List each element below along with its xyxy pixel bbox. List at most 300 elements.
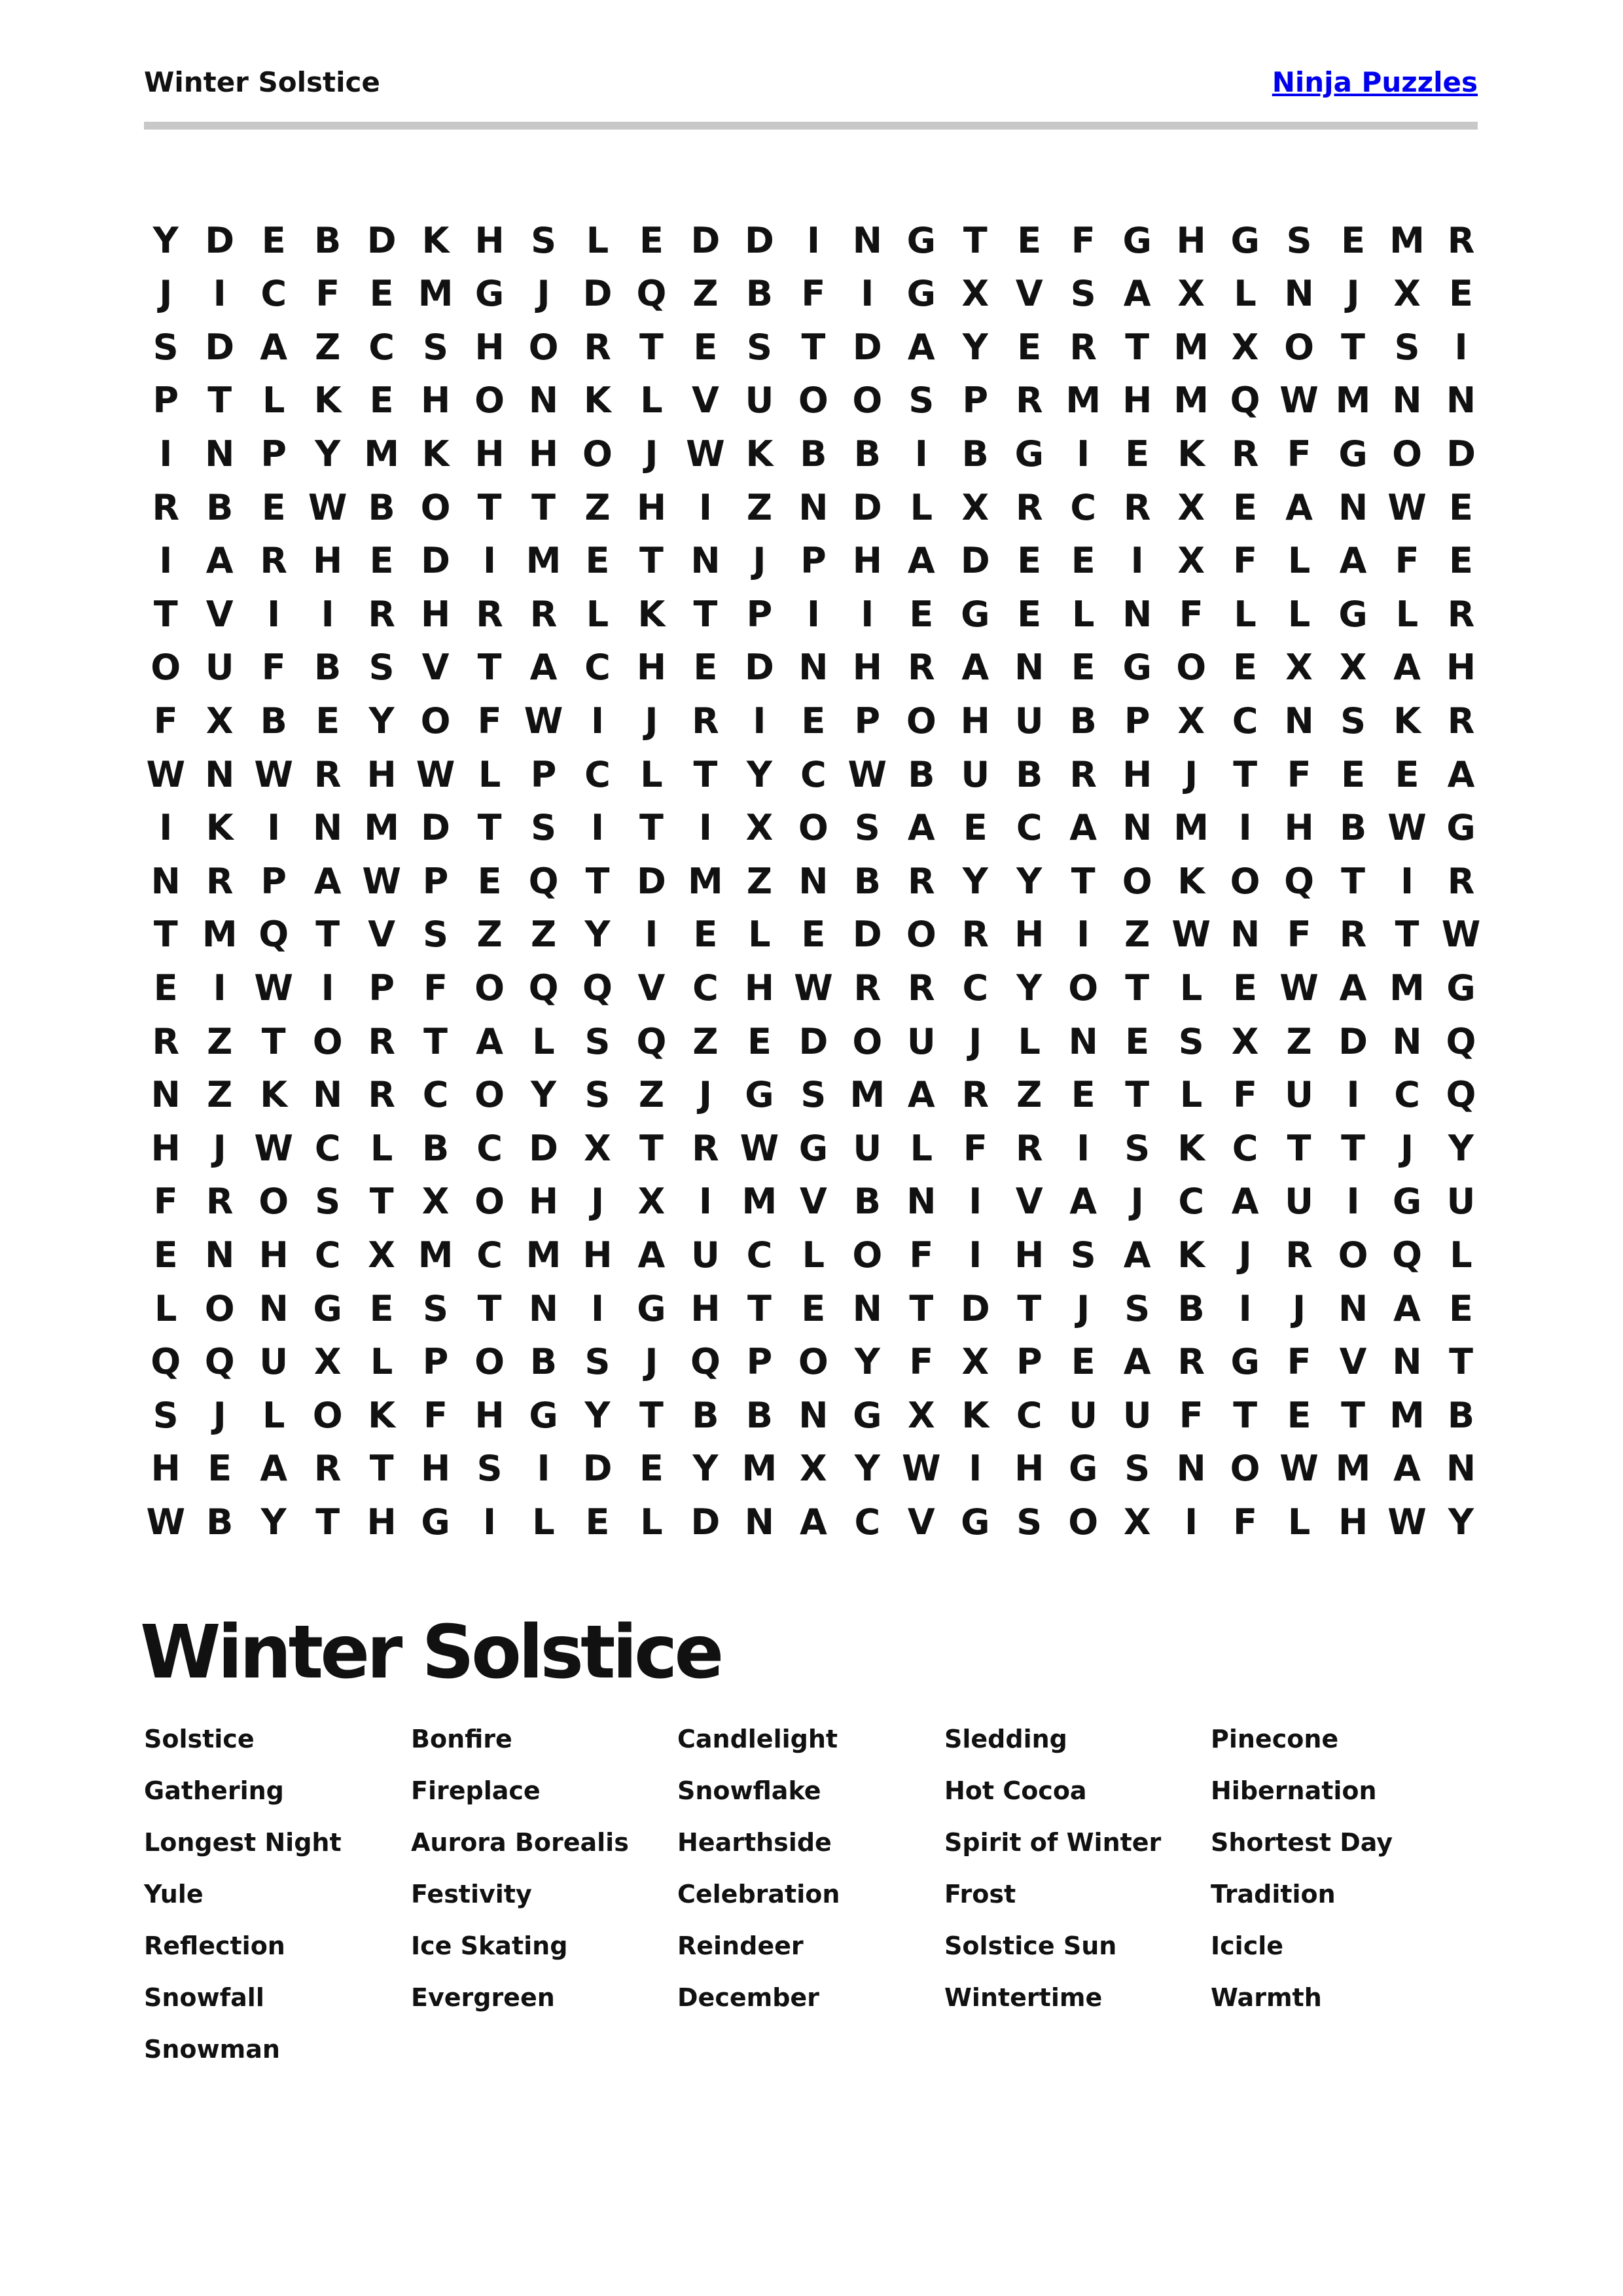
grid-letter: O [582, 433, 613, 475]
grid-letter: L [154, 1287, 177, 1329]
grid-letter: F [261, 647, 286, 689]
grid-row [139, 908, 1488, 961]
grid-letter: L [1234, 273, 1257, 315]
grid-letter: E [1071, 647, 1096, 689]
grid-letter: T [639, 540, 664, 582]
grid-letter: G [1338, 593, 1368, 635]
grid-letter: S [1124, 1448, 1150, 1490]
grid-letter: Z [584, 486, 611, 528]
grid-letter: Q [1284, 860, 1315, 902]
grid-letter: C [746, 1234, 773, 1276]
grid-letter: T [909, 1287, 934, 1329]
grid-letter: J [1400, 1127, 1414, 1169]
grid-letter: N [1338, 486, 1368, 528]
grid-letter: G [1122, 647, 1152, 689]
grid-letter: D [529, 1127, 558, 1169]
word-list-item: Evergreen [411, 1983, 555, 2012]
grid-letter: A [1339, 540, 1367, 582]
grid-letter: F [909, 1234, 934, 1276]
grid-letter: T [801, 326, 826, 368]
grid-letter: K [368, 1394, 396, 1436]
grid-letter: Z [315, 326, 341, 368]
grid-letter: X [1393, 273, 1421, 315]
grid-letter: C [314, 1234, 341, 1276]
grid-letter: O [906, 700, 936, 742]
grid-letter: X [421, 1181, 450, 1223]
grid-letter: P [422, 860, 449, 902]
word-list-item: Sledding [944, 1725, 1067, 1753]
grid-letter: H [151, 1448, 181, 1490]
grid-letter: C [584, 753, 611, 795]
grid-letter: A [260, 1448, 288, 1490]
grid-letter: Z [207, 1074, 233, 1116]
grid-letter: K [260, 1074, 288, 1116]
grid-letter: O [1176, 647, 1207, 689]
word-list-item: December [677, 1983, 819, 2012]
grid-letter: B [853, 860, 881, 902]
grid-letter: E [1449, 486, 1473, 528]
grid-row [139, 1228, 1488, 1282]
grid-letter: N [528, 1287, 559, 1329]
word-list-item: Frost [944, 1880, 1016, 1909]
grid-letter: O [151, 647, 181, 689]
grid-letter: R [1447, 860, 1475, 902]
grid-letter: D [421, 807, 450, 849]
grid-row [139, 1175, 1488, 1229]
grid-letter: C [476, 1127, 503, 1169]
grid-letter: H [690, 1287, 721, 1329]
grid-letter: N [1338, 1287, 1368, 1329]
word-list-item: Festivity [411, 1880, 532, 1909]
grid-letter: O [1122, 860, 1152, 902]
page-header [144, 63, 1478, 102]
grid-letter: Y [530, 1074, 557, 1116]
grid-letter: I [806, 593, 820, 635]
grid-letter: S [152, 1394, 179, 1436]
grid-letter: Y [962, 860, 988, 902]
grid-letter: U [1069, 1394, 1098, 1436]
grid-letter: G [1338, 433, 1368, 475]
grid-letter: X [1285, 647, 1313, 689]
grid-letter: D [582, 1448, 613, 1490]
grid-letter: I [1077, 1127, 1090, 1169]
grid-letter: D [690, 219, 721, 261]
grid-letter: H [313, 540, 343, 582]
grid-letter: L [910, 1127, 933, 1169]
grid-letter: U [745, 380, 774, 422]
grid-letter: B [853, 1181, 881, 1223]
grid-letter: H [528, 1181, 559, 1223]
grid-letter: P [530, 753, 557, 795]
grid-row [139, 854, 1488, 908]
grid-letter: W [1171, 914, 1211, 956]
grid-letter: F [423, 1394, 448, 1436]
grid-letter: E [1071, 1074, 1096, 1116]
grid-letter: E [1449, 273, 1473, 315]
grid-letter: H [528, 433, 559, 475]
grid-letter: L [748, 914, 771, 956]
grid-letter: G [1230, 1341, 1260, 1383]
grid-letter: G [474, 273, 505, 315]
grid-letter: H [1014, 1234, 1044, 1276]
grid-letter: C [422, 1074, 449, 1116]
grid-letter: N [205, 753, 235, 795]
grid-row [139, 1335, 1488, 1389]
grid-letter: R [368, 1074, 395, 1116]
grid-letter: T [1449, 1341, 1473, 1383]
word-list-item: Pinecone [1211, 1725, 1339, 1753]
grid-letter: X [1177, 540, 1205, 582]
word-list [144, 1723, 1478, 2089]
grid-letter: C [692, 967, 719, 1009]
grid-letter: T [1233, 1394, 1258, 1436]
grid-letter: L [1287, 593, 1311, 635]
grid-letter: J [159, 273, 173, 315]
grid-letter: F [1233, 1501, 1258, 1543]
grid-letter: N [1284, 700, 1314, 742]
grid-letter: A [907, 1074, 935, 1116]
grid-letter: I [914, 433, 928, 475]
grid-letter: V [692, 380, 719, 422]
grid-letter: E [1125, 1020, 1150, 1062]
grid-letter: A [205, 540, 234, 582]
grid-letter: K [1177, 433, 1205, 475]
grid-letter: Q [259, 914, 289, 956]
grid-letter: D [366, 219, 397, 261]
grid-letter: F [1287, 753, 1311, 795]
grid-letter: N [852, 1287, 882, 1329]
grid-letter: S [1394, 326, 1420, 368]
grid-letter: B [1339, 807, 1367, 849]
grid-letter: G [637, 1287, 666, 1329]
grid-letter: F [1233, 1074, 1258, 1116]
grid-letter: Z [746, 860, 772, 902]
grid-letter: N [852, 219, 882, 261]
grid-letter: O [798, 807, 829, 849]
grid-letter: V [1339, 1341, 1367, 1383]
grid-letter: X [1177, 486, 1205, 528]
grid-letter: U [690, 1234, 720, 1276]
grid-letter: N [1176, 1448, 1206, 1490]
grid-letter: H [1014, 914, 1044, 956]
grid-letter: U [853, 1127, 882, 1169]
grid-letter: G [1392, 1181, 1422, 1223]
grid-letter: H [420, 380, 451, 422]
grid-letter: C [314, 1127, 341, 1169]
grid-letter: X [1231, 1020, 1259, 1062]
grid-letter: A [313, 860, 342, 902]
grid-letter: B [800, 433, 827, 475]
grid-letter: L [802, 1234, 825, 1276]
grid-letter: B [368, 486, 395, 528]
grid-letter: A [907, 540, 935, 582]
grid-letter: Y [962, 326, 988, 368]
grid-letter: D [798, 1020, 829, 1062]
word-list-item: Spirit of Winter [944, 1828, 1162, 1857]
grid-letter: B [206, 1501, 234, 1543]
grid-letter: K [205, 807, 234, 849]
grid-letter: J [645, 1341, 658, 1383]
grid-letter: R [368, 1020, 395, 1062]
grid-letter: H [744, 967, 774, 1009]
grid-letter: R [313, 1448, 342, 1490]
grid-letter: O [474, 1341, 505, 1383]
grid-letter: U [1122, 1394, 1152, 1436]
grid-letter: H [636, 647, 667, 689]
grid-letter: X [907, 1394, 935, 1436]
grid-letter: H [420, 593, 451, 635]
grid-letter: L [262, 380, 285, 422]
grid-letter: S [1286, 219, 1312, 261]
grid-letter: K [421, 433, 450, 475]
grid-letter: H [1176, 219, 1206, 261]
grid-letter: Y [315, 433, 341, 475]
grid-letter: S [1124, 1287, 1150, 1329]
grid-letter: I [1454, 326, 1468, 368]
grid-letter: E [585, 540, 610, 582]
grid-letter: Y [368, 700, 395, 742]
grid-letter: N [205, 1234, 235, 1276]
grid-letter: E [1233, 486, 1258, 528]
grid-letter: R [1447, 593, 1475, 635]
grid-letter: P [422, 1341, 449, 1383]
grid-letter: L [640, 1501, 663, 1543]
grid-letter: N [528, 380, 559, 422]
grid-letter: M [418, 1234, 454, 1276]
grid-letter: H [474, 326, 505, 368]
grid-letter: C [962, 967, 989, 1009]
grid-letter: A [961, 647, 990, 689]
grid-letter: Z [692, 1020, 719, 1062]
grid-letter: I [590, 700, 605, 742]
grid-letter: E [1017, 326, 1042, 368]
grid-letter: M [849, 1074, 885, 1116]
grid-letter: T [477, 1287, 502, 1329]
grid-letter: I [159, 807, 173, 849]
grid-letter: W [1279, 967, 1319, 1009]
word-list-item: Ice Skating [411, 1931, 568, 1960]
grid-letter: G [961, 593, 990, 635]
grid-letter: D [690, 1501, 721, 1543]
grid-letter: E [801, 700, 826, 742]
grid-letter: N [906, 1181, 936, 1223]
grid-letter: I [1346, 1074, 1360, 1116]
grid-letter: G [853, 1394, 882, 1436]
grid-letter: W [362, 860, 401, 902]
grid-letter: U [1014, 700, 1044, 742]
grid-letter: E [369, 540, 394, 582]
grid-letter: E [369, 1287, 394, 1329]
grid-letter: Y [1448, 1127, 1474, 1169]
grid-letter: I [698, 1181, 712, 1223]
grid-letter: J [1185, 753, 1198, 795]
grid-letter: E [315, 700, 340, 742]
grid-letter: N [1392, 380, 1422, 422]
grid-letter: T [207, 380, 232, 422]
grid-letter: L [586, 593, 609, 635]
word-list-item: Hearthside [677, 1828, 832, 1857]
grid-letter: F [1395, 540, 1419, 582]
grid-letter: D [852, 486, 882, 528]
grid-letter: I [483, 1501, 497, 1543]
grid-letter: M [1389, 967, 1425, 1009]
grid-letter: X [961, 273, 990, 315]
grid-row [139, 1121, 1488, 1175]
grid-letter: Y [854, 1341, 880, 1383]
grid-letter: A [907, 326, 935, 368]
word-list-item: Snowflake [677, 1776, 821, 1805]
grid-letter: N [1392, 1341, 1422, 1383]
grid-letter: E [477, 860, 502, 902]
grid-letter: D [1446, 433, 1476, 475]
grid-letter: O [852, 380, 883, 422]
grid-letter: L [640, 753, 663, 795]
grid-letter: C [800, 753, 827, 795]
grid-row [139, 534, 1488, 588]
grid-letter: F [909, 1341, 934, 1383]
grid-letter: P [368, 967, 395, 1009]
grid-letter: E [1449, 540, 1473, 582]
grid-letter: Z [692, 273, 719, 315]
grid-letter: R [1339, 914, 1367, 956]
grid-letter: T [153, 914, 178, 956]
grid-letter: W [1441, 914, 1481, 956]
grid-letter: H [1446, 647, 1476, 689]
grid-letter: Q [151, 1341, 181, 1383]
grid-letter: I [321, 593, 334, 635]
grid-letter: L [478, 753, 501, 795]
grid-letter: R [1069, 753, 1097, 795]
grid-letter: I [267, 807, 281, 849]
grid-letter: T [315, 1501, 340, 1543]
grid-letter: V [368, 914, 395, 956]
grid-letter: T [1017, 1287, 1042, 1329]
grid-letter: O [474, 967, 505, 1009]
grid-row [139, 1495, 1488, 1549]
grid-letter: E [153, 967, 178, 1009]
grid-letter: N [1446, 1448, 1476, 1490]
grid-letter: W [254, 967, 293, 1009]
grid-letter: H [259, 1234, 289, 1276]
grid-letter: T [315, 914, 340, 956]
grid-letter: O [798, 1341, 829, 1383]
grid-letter: F [1287, 1341, 1311, 1383]
grid-letter: T [477, 486, 502, 528]
grid-letter: J [645, 433, 658, 475]
grid-letter: U [906, 1020, 936, 1062]
grid-letter: Q [1446, 1074, 1476, 1116]
grid-letter: Z [476, 914, 503, 956]
grid-letter: J [753, 540, 766, 582]
grid-letter: L [370, 1127, 393, 1169]
grid-letter: G [1446, 967, 1476, 1009]
grid-letter: S [1016, 1501, 1043, 1543]
grid-letter: M [741, 1181, 777, 1223]
grid-letter: T [369, 1181, 394, 1223]
grid-letter: T [423, 1020, 448, 1062]
grid-letter: I [1130, 540, 1144, 582]
grid-letter: M [1389, 219, 1425, 261]
grid-letter: E [261, 219, 286, 261]
grid-letter: O [852, 1020, 883, 1062]
grid-letter: X [1339, 647, 1367, 689]
ninja-puzzles-link[interactable]: Ninja Puzzles [1272, 66, 1478, 98]
grid-letter: H [1338, 1501, 1368, 1543]
grid-letter: L [1395, 593, 1419, 635]
grid-letter: D [205, 219, 235, 261]
grid-letter: N [313, 1074, 343, 1116]
grid-letter: L [1179, 967, 1203, 1009]
grid-letter: A [907, 807, 935, 849]
grid-letter: K [1393, 700, 1421, 742]
grid-letter: N [798, 647, 829, 689]
grid-letter: H [474, 219, 505, 261]
grid-letter: A [1231, 1181, 1259, 1223]
grid-letter: V [1015, 1181, 1043, 1223]
grid-letter: B [1016, 753, 1043, 795]
grid-letter: C [584, 647, 611, 689]
grid-letter: R [1231, 433, 1259, 475]
grid-letter: T [963, 219, 988, 261]
word-list-item: Tradition [1211, 1880, 1336, 1909]
grid-letter: T [639, 1394, 664, 1436]
grid-letter: M [1065, 380, 1101, 422]
word-list-item: Aurora Borealis [411, 1828, 629, 1857]
grid-letter: E [1395, 753, 1419, 795]
grid-letter: F [1179, 593, 1204, 635]
grid-letter: W [308, 486, 348, 528]
grid-letter: E [1125, 433, 1150, 475]
grid-letter: I [159, 540, 173, 582]
grid-letter: J [537, 273, 550, 315]
grid-letter: D [852, 326, 882, 368]
grid-letter: C [1232, 700, 1258, 742]
word-list-item: Solstice [144, 1725, 255, 1753]
grid-letter: W [1387, 1501, 1427, 1543]
grid-letter: F [1287, 914, 1311, 956]
word-list-item: Reindeer [677, 1931, 804, 1960]
grid-letter: U [961, 753, 990, 795]
grid-letter: P [746, 593, 773, 635]
grid-letter: S [854, 807, 880, 849]
grid-letter: Y [854, 1448, 880, 1490]
grid-letter: Z [207, 1020, 233, 1062]
grid-letter: A [637, 1234, 666, 1276]
grid-letter: U [1285, 1181, 1313, 1223]
grid-letter: S [1070, 1234, 1096, 1276]
grid-letter: T [531, 486, 556, 528]
grid-letter: B [260, 700, 287, 742]
grid-letter: P [1016, 1341, 1043, 1383]
grid-letter: U [259, 1341, 289, 1383]
grid-letter: H [1014, 1448, 1044, 1490]
grid-letter: L [586, 219, 609, 261]
grid-letter: Q [690, 1341, 721, 1383]
grid-letter: N [1068, 1020, 1098, 1062]
grid-letter: F [477, 700, 502, 742]
grid-letter: I [753, 700, 766, 742]
header-divider [144, 122, 1478, 130]
grid-letter: R [1447, 219, 1475, 261]
grid-letter: L [262, 1394, 285, 1436]
word-list-item: Wintertime [944, 1983, 1103, 2012]
grid-letter: B [745, 1394, 773, 1436]
grid-row [139, 320, 1488, 374]
grid-letter: R [908, 647, 935, 689]
grid-letter: H [1122, 753, 1152, 795]
grid-letter: R [961, 1074, 990, 1116]
grid-letter: S [476, 1448, 503, 1490]
